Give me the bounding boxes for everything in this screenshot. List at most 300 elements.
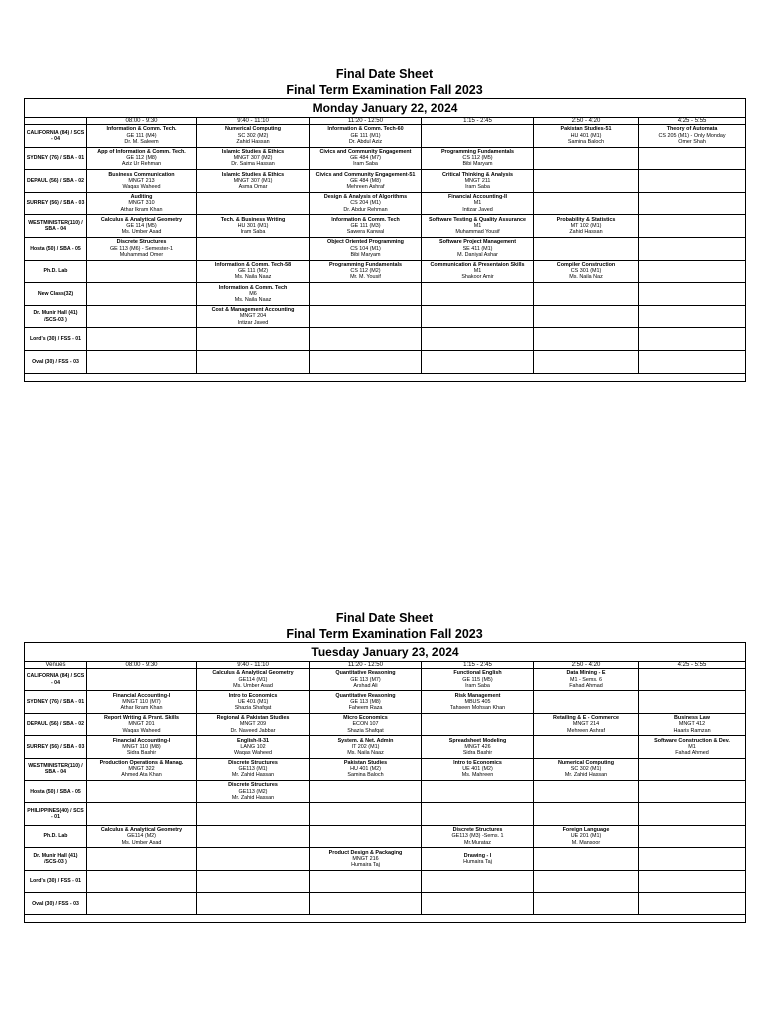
exam-cell — [310, 125, 422, 148]
course-name: System. & Net. Admin — [337, 737, 394, 744]
course-name: Software Project Management — [439, 239, 516, 246]
instructor-name: Aziz Ur Rehman — [121, 161, 162, 168]
course-name: Foreign Language — [562, 827, 610, 834]
instructor-name: Ms. Umber Asad — [233, 682, 273, 689]
exam-cell — [534, 669, 639, 691]
exam-cell — [422, 870, 534, 892]
exam-cell — [534, 237, 639, 260]
course-name: Financial Accounting-I — [112, 737, 171, 744]
sheet-title: Final Date Sheet — [335, 611, 434, 625]
exam-cell — [639, 328, 746, 351]
exam-cell — [422, 328, 534, 351]
exam-cell — [87, 237, 197, 260]
instructor-name: Iram Saba — [465, 184, 490, 191]
sheet-subtitle: Final Term Examination Fall 2023 — [286, 627, 483, 641]
exam-cell — [197, 736, 310, 758]
exam-cell — [197, 215, 310, 238]
exam-cell — [639, 892, 746, 914]
exam-cell — [87, 892, 197, 914]
exam-cell — [310, 669, 422, 691]
venue-name: WESTMINISTER(110) / SBA - 04 — [25, 215, 87, 238]
course-code: M1 — [688, 743, 696, 750]
exam-cell — [422, 713, 534, 735]
venue-row — [25, 350, 746, 373]
instructor-name: Humaira Taj — [351, 861, 380, 868]
course-name: Financial Accounting-I — [112, 692, 171, 699]
exam-cell — [422, 758, 534, 780]
course-name: Intro to Economics — [228, 692, 278, 699]
course-name: Discrete Structures — [452, 827, 503, 834]
instructor-name: Dr. Saima Hassan — [231, 161, 275, 168]
course-code: MNGT 214 — [572, 721, 600, 728]
exam-cell — [87, 713, 197, 735]
course-name: Calculus & Analytical Geometry — [100, 216, 183, 223]
course-name: Tech. & Business Writing — [220, 216, 286, 223]
table-footer — [25, 915, 746, 923]
instructor-name: Mr. Zahid Hassan — [231, 772, 275, 779]
venue-row — [25, 192, 746, 215]
exam-cell — [87, 350, 197, 373]
exam-cell — [310, 305, 422, 328]
course-code: M1 — [473, 223, 482, 230]
course-code: GE114 (M2) — [127, 833, 156, 840]
venue-name: Dr. Munir Hall (41) /SCS-03 ) — [25, 305, 87, 328]
instructor-name: Iram Saba — [465, 682, 490, 689]
venue-name: DEPAUL (56) / SBA - 02 — [25, 713, 87, 735]
exam-cell — [310, 328, 422, 351]
exam-cell — [87, 328, 197, 351]
course-name: Drawing - I — [463, 852, 492, 859]
course-name: Product Design & Packaging — [328, 849, 403, 856]
exam-cell — [639, 669, 746, 691]
course-name: Business Communication — [108, 171, 175, 178]
exam-cell — [197, 192, 310, 215]
course-name: Compiler Construction — [556, 262, 616, 269]
exam-cell — [534, 305, 639, 328]
exam-cell — [639, 305, 746, 328]
venues-header: Venues — [25, 662, 87, 669]
venue-name: SYDNEY (76) / SBA - 01 — [25, 147, 87, 170]
exam-cell — [310, 870, 422, 892]
course-name: Pakistan Studies-51 — [560, 126, 612, 133]
venue-name: CALIFORNIA (84) / SCS - 04 — [25, 125, 87, 148]
time-slot-header: 08:00 - 9:30 — [87, 118, 197, 125]
course-name: Information & Comm. Tech-58 — [214, 262, 292, 269]
exam-date: Monday January 22, 2024 — [25, 99, 746, 118]
exam-cell — [197, 691, 310, 713]
course-name: Islamic Studies & Ethics — [221, 149, 285, 156]
exam-cell — [422, 892, 534, 914]
instructor-name: Ms. Naila Naaz — [234, 297, 272, 304]
course-code: GE 111 (M4) — [126, 132, 157, 139]
exam-cell — [534, 713, 639, 735]
exam-cell — [197, 260, 310, 283]
exam-cell — [534, 328, 639, 351]
exam-cell — [197, 170, 310, 193]
exam-cell — [87, 691, 197, 713]
exam-cell — [534, 758, 639, 780]
exam-cell — [310, 825, 422, 847]
instructor-name: Zahid Hassan — [236, 138, 270, 145]
venue-name: Oval (30) / FSS - 03 — [25, 892, 87, 914]
venue-name: SURREY (56) / SBA - 03 — [25, 736, 87, 758]
exam-cell — [310, 192, 422, 215]
exam-cell — [639, 260, 746, 283]
exam-cell — [534, 848, 639, 870]
course-code: HU 301 (M1) — [237, 223, 269, 230]
course-code: M1 — [473, 268, 482, 275]
exam-cell — [87, 736, 197, 758]
exam-cell — [422, 305, 534, 328]
instructor-name: Iram Saba — [353, 161, 378, 168]
course-name: Information & Comm. Tech — [331, 216, 400, 223]
exam-cell — [639, 870, 746, 892]
venue-row — [25, 691, 746, 713]
course-code: MBUS 405 — [464, 698, 491, 705]
instructor-name: M. Daniyal Ashar — [457, 251, 498, 258]
venue-name: New Class(32) — [25, 283, 87, 306]
course-code: LANG 102 — [240, 743, 266, 750]
instructor-name: Ms. Umber Asad — [121, 839, 162, 846]
exam-cell — [422, 669, 534, 691]
exam-cell — [422, 780, 534, 802]
instructor-name: Dr. Abdur Rehman — [343, 206, 388, 213]
course-name: Auditing — [130, 194, 153, 201]
course-code: CS 112 (M5) — [462, 155, 493, 162]
venue-row — [25, 305, 746, 328]
exam-cell — [639, 125, 746, 148]
instructor-name: Fahad Ahmed — [675, 749, 709, 756]
course-code: MNGT 426 — [464, 743, 491, 750]
course-name: English-II-31 — [236, 737, 270, 744]
exam-cell — [422, 237, 534, 260]
exam-cell — [639, 215, 746, 238]
course-code: GE 113 (M6) - Semester-1 — [109, 245, 174, 252]
venue-row — [25, 328, 746, 351]
exam-cell — [310, 713, 422, 735]
exam-cell — [197, 125, 310, 148]
exam-cell — [310, 215, 422, 238]
exam-cell — [87, 192, 197, 215]
course-code: MNGT 307 (M2) — [233, 155, 273, 162]
exam-cell — [534, 780, 639, 802]
exam-cell — [422, 147, 534, 170]
date-sheet-tuesday — [24, 610, 745, 923]
course-code: GE 111 (M3) — [350, 223, 381, 230]
course-name: Software Construction & Dev. — [654, 737, 730, 744]
exam-cell — [639, 803, 746, 825]
exam-cell — [639, 848, 746, 870]
exam-cell — [639, 283, 746, 306]
course-name: Discrete Structures — [116, 239, 167, 246]
time-slot-header: 11:20 - 12:50 — [310, 662, 422, 669]
time-slot-header: 08:00 - 9:30 — [87, 662, 197, 669]
time-slot-header: 2:50 - 4:20 — [534, 118, 639, 125]
instructor-name: Shazia Shafqat — [234, 705, 272, 712]
exam-cell — [639, 758, 746, 780]
exam-cell — [639, 350, 746, 373]
venue-name: CALIFORNIA (84) / SCS - 04 — [25, 669, 87, 691]
instructor-name: Sawera Kanwal — [346, 229, 385, 236]
course-name: Calculus & Analytical Geometry — [100, 827, 183, 834]
exam-cell — [639, 147, 746, 170]
instructor-name: Waqas Waheed — [234, 749, 272, 756]
time-slot-header: 4:25 - 5:55 — [639, 118, 746, 125]
exam-cell — [639, 170, 746, 193]
exam-cell — [639, 780, 746, 802]
instructor-name: Fahad Ahmad — [569, 682, 603, 689]
course-name: Software Testing & Quality Assurance — [428, 216, 527, 223]
exam-cell — [422, 350, 534, 373]
course-code: MT 102 (M1) — [570, 223, 602, 230]
course-name: Financial Accounting-II — [447, 194, 508, 201]
course-code: CS 301 (M1) — [570, 268, 602, 275]
exam-cell — [639, 691, 746, 713]
exam-cell — [422, 215, 534, 238]
course-name: Retailing & E - Commerce — [553, 715, 619, 722]
exam-cell — [197, 669, 310, 691]
exam-cell — [197, 350, 310, 373]
course-code: MNGT 213 — [128, 177, 155, 184]
course-code: UE 201 (M1) — [570, 833, 602, 840]
course-name: Spreadsheet Modeling — [448, 737, 507, 744]
course-code: CS 204 (M1) — [350, 200, 381, 207]
exam-cell — [534, 691, 639, 713]
exam-cell — [422, 170, 534, 193]
exam-cell — [87, 803, 197, 825]
exam-cell — [310, 283, 422, 306]
instructor-name: Humaira Taj — [463, 858, 492, 865]
exam-cell — [87, 669, 197, 691]
course-code: GE114 (M1) — [238, 676, 268, 683]
venue-name: Hosta (50) / SBA - 05 — [25, 237, 87, 260]
course-code: UE 401 (M2) — [462, 766, 493, 773]
venue-row — [25, 758, 746, 780]
course-code: MNGT 110 (M7) — [122, 698, 161, 705]
exam-cell — [197, 780, 310, 802]
course-code: MNGT 307 (M1) — [233, 177, 273, 184]
time-slot-header: 9:40 - 11:10 — [197, 118, 310, 125]
exam-cell — [534, 736, 639, 758]
instructor-name: Mr. Zahid Hassan — [231, 794, 275, 801]
instructor-name: Ms. Mahreen — [461, 772, 494, 779]
exam-cell — [310, 170, 422, 193]
instructor-name: Athar Ikram Khan — [120, 206, 163, 213]
exam-cell — [422, 848, 534, 870]
course-name: Discrete Structures — [228, 782, 278, 789]
exam-cell — [310, 892, 422, 914]
exam-cell — [310, 691, 422, 713]
instructor-name: Samina Baloch — [347, 772, 384, 779]
venue-name: DEPAUL (56) / SBA - 02 — [25, 170, 87, 193]
exam-cell — [534, 892, 639, 914]
course-name: Functional English — [453, 670, 502, 677]
course-name: Production Operations & Manag. — [99, 759, 184, 766]
instructor-name: Waqas Waheed — [122, 184, 161, 191]
exam-cell — [310, 350, 422, 373]
course-name: Quantitative Reasoning — [335, 670, 396, 677]
instructor-name: Tahseen Mohsan Khan — [449, 705, 506, 712]
venue-name: Lord's (30) / FSS - 01 — [25, 870, 87, 892]
exam-cell — [310, 758, 422, 780]
course-name: Risk Management — [454, 692, 501, 699]
exam-cell — [310, 848, 422, 870]
venue-row — [25, 170, 746, 193]
time-slot-header: 2:50 - 4:20 — [534, 662, 639, 669]
exam-cell — [197, 328, 310, 351]
instructor-name: Mr.Murataz — [464, 839, 491, 846]
instructor-name: Bibi Maryam — [350, 251, 381, 258]
venue-row — [25, 848, 746, 870]
instructor-name: Intizar Javed — [237, 319, 269, 326]
course-name: Cost & Management Accounting — [211, 307, 295, 314]
venue-row — [25, 870, 746, 892]
instructor-name: Zahid Hassan — [569, 229, 603, 236]
instructor-name: Muhammad Omer — [119, 251, 164, 258]
exam-cell — [310, 736, 422, 758]
time-slot-header: 9:40 - 11:10 — [197, 662, 310, 669]
exam-cell — [422, 125, 534, 148]
instructor-name: Omer Shah — [678, 138, 706, 145]
instructor-name: Sidra Bashir — [462, 749, 493, 756]
time-slot-header: 4:25 - 5:55 — [639, 662, 746, 669]
venue-name: Hosta (50) / SBA - 05 — [25, 780, 87, 802]
exam-cell — [87, 780, 197, 802]
date-sheet-monday — [24, 66, 745, 382]
exam-cell — [197, 892, 310, 914]
exam-cell — [534, 825, 639, 847]
instructor-name: M. Mansoor — [571, 839, 601, 846]
course-code: CS 205 (M1) - Only Monday — [658, 132, 726, 139]
course-name: Information & Comm. Tech — [218, 284, 288, 291]
course-name: Islamic Studies & Ethics — [221, 171, 285, 178]
course-code: GE 113 (M8) — [350, 698, 381, 705]
exam-cell — [87, 825, 197, 847]
exam-cell — [422, 803, 534, 825]
venue-row — [25, 260, 746, 283]
venue-name: Dr. Munir Hall (41) /SCS-03 ) — [25, 848, 87, 870]
course-code: GE 484 (M7) — [350, 155, 381, 162]
instructor-name: Sidra Bashir — [126, 749, 157, 756]
exam-cell — [87, 758, 197, 780]
exam-cell — [534, 192, 639, 215]
exam-cell — [534, 803, 639, 825]
instructor-name: Bibi Maryam — [462, 161, 493, 168]
time-slot-header: 1:15 - 2:45 — [422, 662, 534, 669]
course-name: Probability & Statistics — [556, 216, 616, 223]
course-name: Programming Fundamentals — [328, 262, 403, 269]
instructor-name: Mehreen Ashraf — [566, 727, 606, 734]
venue-row — [25, 713, 746, 735]
exam-cell — [197, 825, 310, 847]
exam-cell — [197, 803, 310, 825]
instructor-name: Mr. Zahid Hassan — [564, 772, 608, 779]
time-slot-header: 1:15 - 2:45 — [422, 118, 534, 125]
exam-cell — [534, 125, 639, 148]
course-code: M1 — [473, 200, 482, 207]
course-name: Communication & Presentaion Skills — [430, 262, 525, 269]
course-name: Critical Thinking & Analysis — [441, 171, 514, 178]
exam-cell — [310, 780, 422, 802]
exam-cell — [197, 147, 310, 170]
instructor-name: Muhammad Yousif — [455, 229, 500, 236]
instructor-name: Iram Saba — [240, 229, 266, 236]
course-name: Report Writing & Prsnt. Skills — [103, 715, 180, 722]
course-code: MNGT 310 — [128, 200, 155, 207]
exam-cell — [534, 170, 639, 193]
course-name: Quantitative Reasoning — [335, 692, 396, 699]
course-code: UE 401 (M1) — [237, 698, 269, 705]
venue-row — [25, 669, 746, 691]
exam-cell — [310, 237, 422, 260]
exam-cell — [422, 260, 534, 283]
exam-cell — [534, 350, 639, 373]
time-slot-header: 11:20 - 12:50 — [310, 118, 422, 125]
venue-name: PHILIPPINES(40) / SCS - 01 — [25, 803, 87, 825]
exam-cell — [197, 283, 310, 306]
course-code: MNGT 412 — [678, 721, 706, 728]
instructor-name: Mr. M. Yousif — [350, 274, 381, 281]
course-name: Business Law — [674, 715, 710, 722]
venue-name: WESTMINISTER(110) / SBA - 04 — [25, 758, 87, 780]
venues-header — [25, 118, 87, 125]
exam-cell — [87, 170, 197, 193]
course-name: Civics and Community Engagement — [319, 149, 412, 156]
instructor-name: Asma Omar — [238, 184, 268, 191]
course-code: CS 104 (M1) — [350, 245, 381, 252]
exam-cell — [197, 758, 310, 780]
course-name: Information & Comm. Tech. — [106, 126, 177, 133]
instructor-name: Ahmed Ata Khan — [121, 772, 162, 779]
course-name: Information & Comm. Tech-60 — [327, 126, 404, 133]
instructor-name: Shazia Shafqat — [347, 727, 384, 734]
course-code: M1 - Sems. 6 — [569, 676, 603, 683]
exam-cell — [534, 147, 639, 170]
exam-cell — [87, 125, 197, 148]
course-code: HU 401 (M2) — [350, 766, 381, 773]
exam-cell — [422, 825, 534, 847]
course-code: GE 111 (M1) — [350, 132, 381, 139]
venue-name: Oval (30) / FSS - 03 — [25, 350, 87, 373]
course-code: MNGT 201 — [128, 721, 155, 728]
course-name: Object Oriented Programming — [327, 239, 404, 246]
exam-cell — [310, 147, 422, 170]
instructor-name: Intizar Javed — [462, 206, 493, 213]
course-name: Numerical Computing — [557, 759, 614, 766]
instructor-name: Samina Baloch — [567, 138, 605, 145]
exam-cell — [87, 260, 197, 283]
venue-row — [25, 825, 746, 847]
venue-row — [25, 147, 746, 170]
schedule-table — [24, 98, 746, 382]
instructor-name: Arshad Ali — [353, 682, 378, 689]
instructor-name: Ms. Naila Naz — [569, 274, 603, 281]
course-name: Micro Economics — [343, 715, 388, 722]
instructor-name: Ms. Umber Asad — [121, 229, 162, 236]
exam-date: Tuesday January 23, 2024 — [25, 643, 746, 662]
course-name: App of Information & Comm. Tech. — [97, 149, 186, 156]
exam-cell — [87, 215, 197, 238]
sheet-subtitle: Final Term Examination Fall 2023 — [286, 83, 483, 97]
instructor-name: Dr. Abdul Aziz — [348, 138, 383, 145]
exam-cell — [534, 870, 639, 892]
course-code: GE 114 (M5) — [126, 223, 157, 230]
exam-cell — [310, 803, 422, 825]
venue-row — [25, 237, 746, 260]
venue-row — [25, 803, 746, 825]
course-name: Pakistan Studies — [343, 759, 388, 766]
course-code: GE 115 (M5) — [462, 676, 493, 683]
